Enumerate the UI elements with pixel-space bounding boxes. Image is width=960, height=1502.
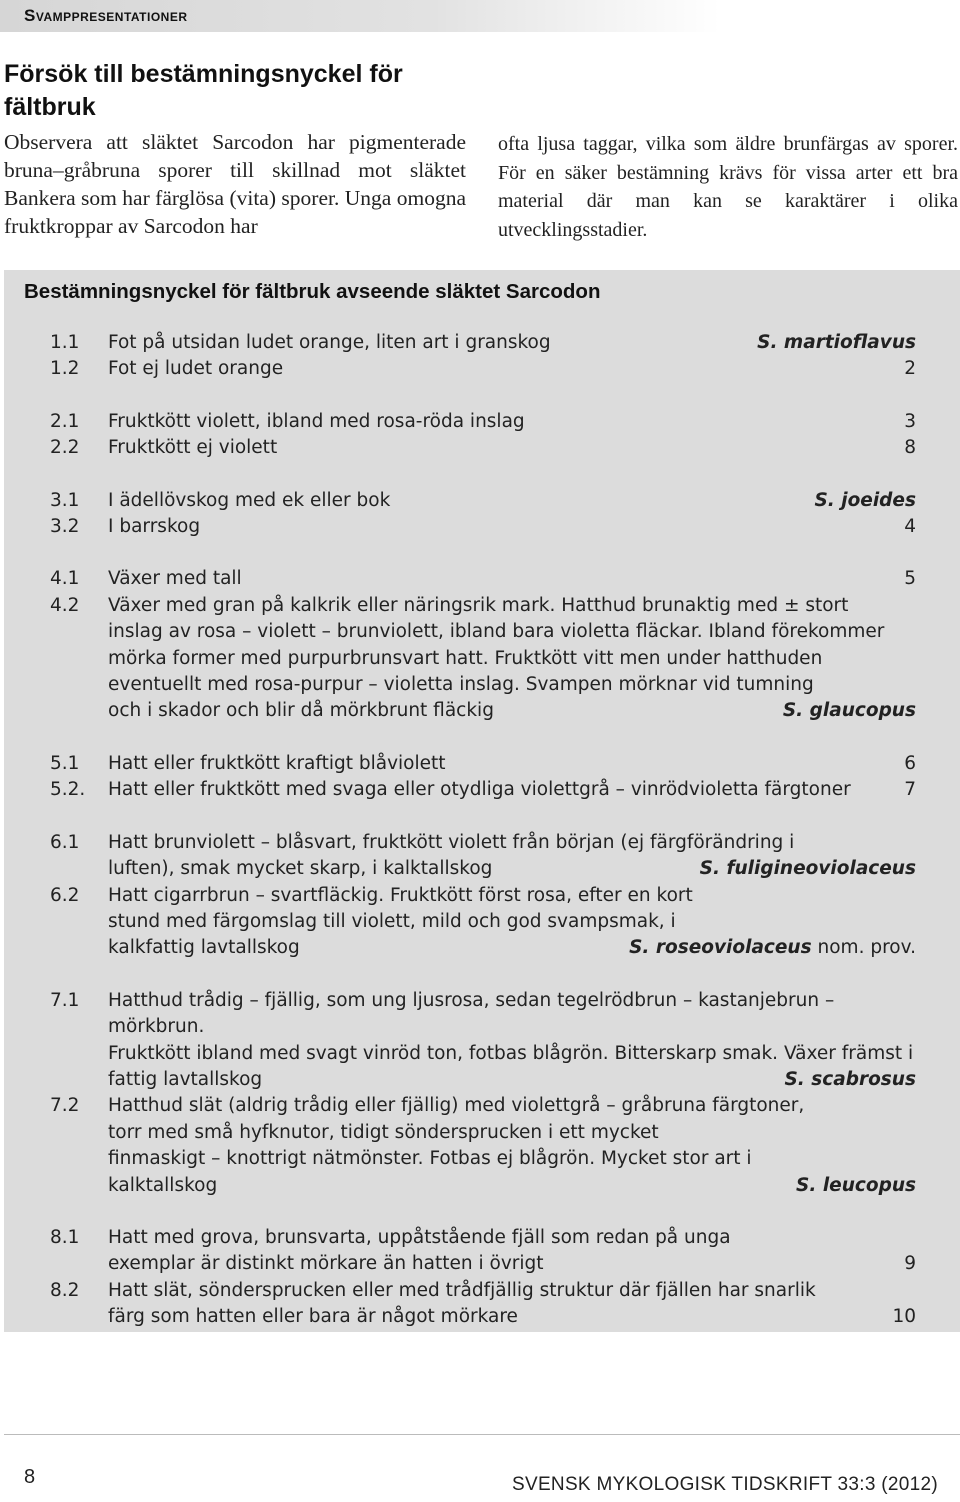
entry-text-line: I barrskog [108, 516, 201, 538]
section-label: Svamppresentationer [24, 6, 188, 25]
go-to-couplet [890, 566, 916, 592]
go-to-couplet [890, 777, 916, 803]
entry-number: 6.1 [50, 831, 80, 853]
key-entry [0, 514, 960, 540]
entry-number: 5.1 [50, 752, 80, 774]
entry-text-line: färg som hatten eller bara är något mörkare [108, 1306, 518, 1328]
entry-number: 1.1 [50, 332, 80, 353]
couplet-number: 7 [904, 779, 916, 801]
entry-final-line [108, 777, 916, 803]
entry-text-line: stund med färgomslag till violett, mild och god svampsmak, i [108, 910, 676, 932]
species-suffix: nom. prov. [811, 937, 916, 959]
entry-number: 8.2 [50, 1279, 80, 1301]
footer-divider [4, 1434, 960, 1435]
go-to-couplet [890, 356, 916, 382]
key-title: Bestämningsnyckel för fältbruk avseende släktet Sarcodon [24, 280, 601, 303]
entry-number: 3.1 [50, 489, 80, 511]
entry-description [108, 514, 916, 540]
entry-final-line [108, 435, 916, 461]
entry-spacer [0, 462, 960, 488]
entry-final-line [108, 330, 916, 356]
entry-description [108, 435, 916, 461]
page-number: 8 [24, 1466, 36, 1488]
go-to-couplet [890, 1251, 916, 1277]
entry-number: 3.2 [50, 516, 80, 538]
entry-text-line: Fruktkött violett, ibland med rosa-röda inslag [108, 410, 525, 432]
key-entry [0, 566, 960, 592]
entry-text-line: luften), smak mycket skarp, i kalktallskog [108, 858, 493, 880]
entry-description [108, 751, 916, 777]
key-entry [0, 777, 960, 803]
entry-number: 1.2 [50, 358, 80, 380]
entry-final-line [108, 409, 916, 435]
entry-final-line [108, 935, 916, 961]
entry-number: 5.2. [50, 779, 86, 801]
journal-name: SVENSK MYKOLOGISK TIDSKRIFT 33:3 (2012) [512, 1474, 938, 1495]
couplet-number: 8 [904, 437, 916, 459]
go-to-couplet [890, 435, 916, 461]
entry-final-line [108, 1251, 916, 1277]
couplet-number: 10 [892, 1306, 916, 1328]
entry-description [108, 330, 916, 356]
entry-number: 7.2 [50, 1095, 80, 1117]
entry-text-line: Fruktkött ej violett [108, 437, 278, 459]
entry-number: 7.1 [50, 989, 80, 1011]
entry-final-line [108, 566, 916, 592]
intro-paragraph-right: ofta ljusa taggar, vilka som äldre brunfärgas av sporer. För en säker bestämning krävs för vissa arter ett bra material där man kan se karaktärer i olika utvecklingsstadier. [498, 133, 958, 241]
entry-number: 8.1 [50, 1226, 80, 1248]
entry-text-line: Hatthud trådig – fjällig, som ung ljusrosa, sedan tegelrödbrun – kastanjebrun – mörkbrun. [108, 989, 835, 1038]
entry-text-line: Hatt cigarrbrun – svartfläckig. Fruktkött först rosa, efter en kort [108, 884, 693, 906]
entry-description [108, 593, 916, 725]
key-entry-list [0, 330, 960, 1331]
entry-final-line [108, 488, 916, 514]
entry-text-line: eventuellt med rosa-purpur – violetta inslag. Svampen mörknar vid tumning [108, 674, 814, 696]
entry-text-line: mörka former med purpurbrunsvart hatt. Fruktkött vitt men under hatthuden [108, 647, 823, 669]
entry-number: 2.2 [50, 437, 80, 459]
key-entry [0, 751, 960, 777]
entry-text-line: Fot på utsidan ludet orange, liten art i granskog [108, 332, 551, 353]
entry-text-line: Hatt slät, söndersprucken eller med trådfjällig struktur där fjällen har snarlik [108, 1279, 816, 1301]
entry-text-line: Hatt brunviolett – blåsvart, fruktkött violett från början (ej färgförändring i [108, 831, 795, 853]
entry-number: 4.2 [50, 594, 80, 616]
entry-spacer [0, 804, 960, 830]
entry-final-line [108, 1173, 916, 1199]
section-header-bar [0, 0, 720, 32]
key-entry [0, 356, 960, 382]
entry-text-line: Fruktkött ibland med svagt vinröd ton, fotbas blågrön. Bitterskarp smak. Växer främst i [108, 1042, 914, 1064]
entry-final-line [108, 751, 916, 777]
entry-description [108, 356, 916, 382]
entry-text-line: kalkfattig lavtallskog [108, 937, 300, 959]
entry-spacer [0, 962, 960, 988]
entry-final-line [108, 514, 916, 540]
species-result [782, 1173, 916, 1199]
entry-text-line: inslag av rosa – violett – brunviolett, ibland bara violetta fläckar. Ibland förekommer [108, 621, 885, 643]
key-entry [0, 1093, 960, 1199]
entry-text-line: Fot ej ludet orange [108, 358, 284, 380]
entry-description [108, 1093, 916, 1199]
go-to-couplet [890, 514, 916, 540]
go-to-couplet [890, 751, 916, 777]
entry-spacer [0, 383, 960, 409]
couplet-number: 6 [904, 752, 916, 774]
entry-text-line: kalktallskog [108, 1174, 218, 1196]
species-name: S. glaucopus [782, 700, 916, 722]
entry-spacer [0, 540, 960, 566]
species-name: S. roseoviolaceus [629, 937, 812, 959]
entry-text-line: Hatt eller fruktkött med svaga eller otydliga violettgrå – vinrödvioletta färgtoner [108, 779, 851, 801]
entry-text-line: Växer med gran på kalkrik eller näringsrik mark. Hatthud brunaktig med ± stort [108, 594, 849, 616]
key-entry [0, 409, 960, 435]
entry-spacer [0, 1199, 960, 1225]
key-entry [0, 593, 960, 725]
entry-description [108, 830, 916, 883]
entry-final-line [108, 1304, 916, 1330]
entry-text-line: fattig lavtallskog [108, 1068, 263, 1090]
entry-text-line: Växer med tall [108, 568, 242, 590]
key-entry [0, 330, 960, 356]
species-name: S. fuligineoviolaceus [699, 858, 916, 880]
entry-spacer [0, 725, 960, 751]
species-name: S. scabrosus [784, 1068, 916, 1090]
entry-description [108, 409, 916, 435]
species-result [770, 1067, 916, 1093]
entry-final-line [108, 856, 916, 882]
species-result [800, 488, 916, 514]
species-result [615, 935, 916, 961]
entry-text-line: torr med små hyfknutor, tidigt söndersprucken i ett mycket [108, 1121, 659, 1143]
entry-final-line [108, 698, 916, 724]
entry-number: 6.2 [50, 884, 80, 906]
key-entry [0, 1278, 960, 1331]
entry-description [108, 1278, 916, 1331]
article-title: Försök till bestämningsnyckel för fältbruk [4, 60, 403, 121]
species-result [769, 698, 916, 724]
key-entry [0, 883, 960, 962]
key-entry [0, 1225, 960, 1278]
go-to-couplet [890, 409, 916, 435]
entry-text-line: Hatt med grova, brunsvarta, uppåtstående fjäll som redan på unga [108, 1226, 731, 1248]
intro-paragraph-left: Observera att släktet Sarcodon har pigmenterade bruna–gråbruna sporer till skillnad mot släktet Bankera som har färglösa (vita) sporer. Unga omogna fruktkroppar av Sarcodon har [4, 130, 466, 238]
go-to-couplet [878, 1304, 916, 1330]
entry-final-line [108, 356, 916, 382]
entry-number: 2.1 [50, 410, 80, 432]
entry-text-line: finmaskigt – knottrigt nätmönster. Fotbas ej blågrön. Mycket stor art i [108, 1148, 752, 1170]
key-entry [0, 830, 960, 883]
species-name: S. martioflavus [757, 332, 916, 353]
species-name: S. leucopus [796, 1174, 916, 1196]
entry-text-line: I ädellövskog med ek eller bok [108, 489, 391, 511]
couplet-number: 4 [904, 516, 916, 538]
entry-description [108, 988, 916, 1094]
species-name: S. joeides [814, 489, 916, 511]
couplet-number: 2 [904, 358, 916, 380]
entry-number: 4.1 [50, 568, 80, 590]
entry-text-line: exemplar är distinkt mörkare än hatten i övrigt [108, 1253, 544, 1275]
key-entry [0, 488, 960, 514]
key-entry [0, 435, 960, 461]
entry-description [108, 777, 916, 803]
key-entry [0, 988, 960, 1094]
couplet-number: 9 [904, 1253, 916, 1275]
species-result [686, 856, 916, 882]
entry-text-line: och i skador och blir då mörkbrunt fläckig [108, 700, 494, 722]
couplet-number: 3 [904, 410, 916, 432]
entry-text-line: Hatthud slät (aldrig trådig eller fjällig) med violettgrå – gråbruna färgtoner, [108, 1095, 805, 1117]
entry-final-line [108, 1067, 916, 1093]
entry-description [108, 883, 916, 962]
couplet-number: 5 [904, 568, 916, 590]
entry-description [108, 488, 916, 514]
entry-text-line: Hatt eller fruktkött kraftigt blåviolett [108, 752, 446, 774]
entry-description [108, 566, 916, 592]
species-result [743, 330, 916, 356]
entry-description [108, 1225, 916, 1278]
